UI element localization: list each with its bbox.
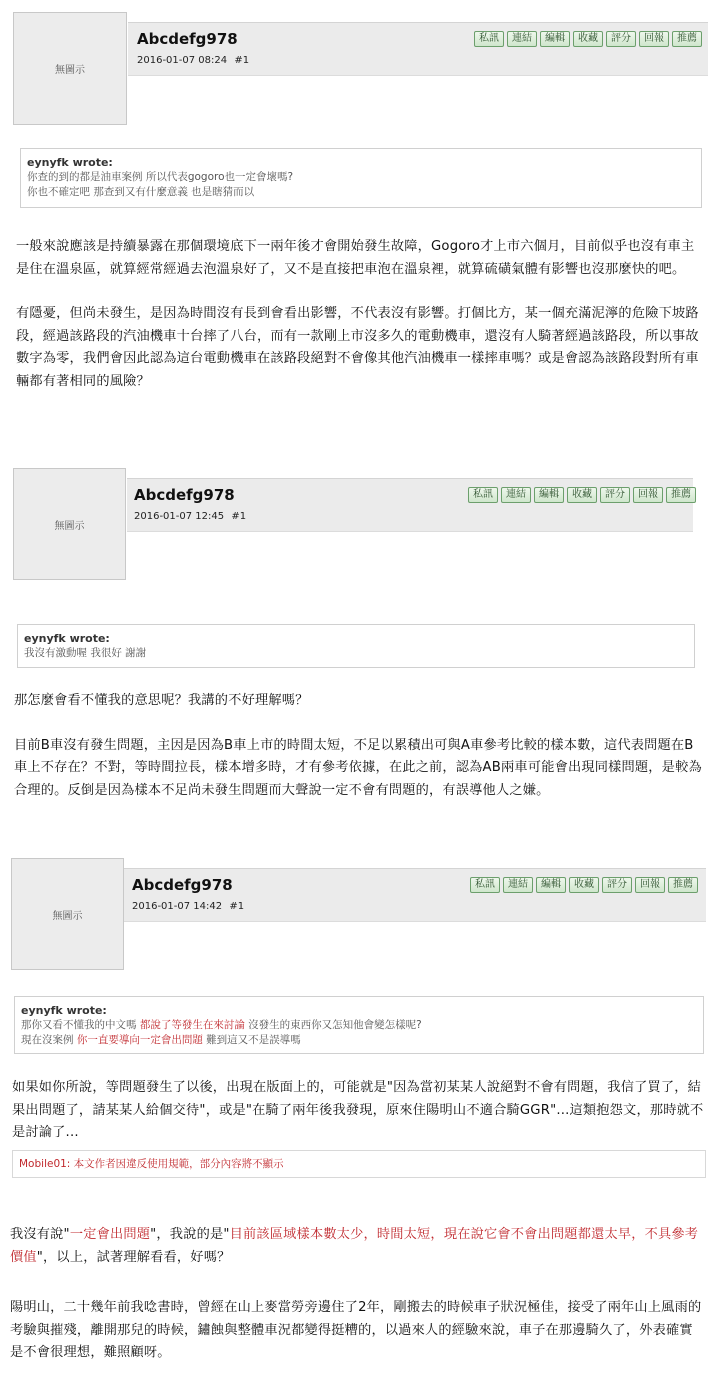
post-body-continued <box>10 1224 706 1365</box>
post-number: #1 <box>234 55 250 66</box>
link-button[interactable]: 連結 <box>501 487 531 503</box>
quote-block <box>17 624 695 668</box>
username[interactable]: Abcdefg978 <box>137 30 238 48</box>
report-button[interactable]: 回報 <box>639 31 669 47</box>
recommend-button[interactable]: 推薦 <box>668 877 698 893</box>
post-body <box>14 690 704 802</box>
rate-button[interactable]: 評分 <box>600 487 630 503</box>
post-actions <box>470 877 698 893</box>
avatar-placeholder-text: 無圖示 <box>52 910 83 922</box>
username[interactable]: Abcdefg978 <box>132 876 233 894</box>
avatar[interactable] <box>13 12 127 125</box>
timestamp: 2016-01-07 08:24 <box>137 55 228 66</box>
rate-button[interactable]: 評分 <box>602 877 632 893</box>
text-run: "，我說的是" <box>150 1227 230 1242</box>
avatar[interactable] <box>11 858 124 970</box>
link-button[interactable]: 連結 <box>507 31 537 47</box>
post-actions <box>468 487 696 503</box>
timestamp: 2016-01-07 12:45 <box>134 511 225 522</box>
recommend-button[interactable]: 推薦 <box>672 31 702 47</box>
post-number: #1 <box>229 901 245 912</box>
post-body <box>16 236 706 393</box>
avatar-placeholder-text: 無圖示 <box>55 65 85 76</box>
quote-text: 現在沒案例 <box>21 1034 77 1046</box>
post-meta <box>132 901 244 912</box>
username[interactable]: Abcdefg978 <box>134 486 235 504</box>
quote-highlight: 你一直要導向一定會出問題 <box>76 1034 203 1046</box>
quote-line: 你也不確定吧 那查到又有什麼意義 也是瞎猜而以 <box>27 186 255 198</box>
post-paragraph <box>10 1224 706 1269</box>
report-button[interactable]: 回報 <box>633 487 663 503</box>
quote-text: 那你又看不懂我的中文嗎 <box>21 1019 140 1031</box>
quote-author: eynyfk wrote: <box>21 1004 107 1017</box>
quote-block <box>20 148 702 208</box>
post-paragraph: 如果如你所說，等問題發生了以後，出現在版面上的，可能就是"因為當初某某人說絕對不會有問題，我信了買了，結果出問題了，請某某人給個交待"，或是"在騎了兩年後我發現，原來住陽明山不適合騎GGR"...這類抱怨文，那時就不是討論了... <box>12 1080 704 1140</box>
quote-highlight: 都說了等發生在來討論 <box>139 1019 245 1031</box>
quote-block <box>14 996 704 1054</box>
avatar[interactable] <box>13 468 126 580</box>
quote-text: 難到這又不是誤導嗎 <box>202 1034 301 1046</box>
post-actions <box>474 31 702 47</box>
rate-button[interactable]: 評分 <box>606 31 636 47</box>
text-run: 我沒有說" <box>10 1227 70 1242</box>
post-paragraph: 那怎麼會看不懂我的意思呢？我講的不好理解嗎？ <box>14 693 309 708</box>
report-button[interactable]: 回報 <box>635 877 665 893</box>
post-body <box>12 1077 706 1145</box>
highlight-run: 目前該區域樣本數太少，時間太短，現在說它會不會出問題都還太早，不具參考價值 <box>10 1227 699 1265</box>
favorite-button[interactable]: 收藏 <box>573 31 603 47</box>
quote-author: eynyfk wrote: <box>24 632 110 645</box>
moderation-notice: Mobile01: 本文作者因違反使用規範，部分內容將不顯示 <box>12 1150 706 1178</box>
text-run: "，以上，試著理解看看，好嗎？ <box>36 1249 231 1265</box>
link-button[interactable]: 連結 <box>503 877 533 893</box>
message-button[interactable]: 私訊 <box>468 487 498 503</box>
quote-line <box>21 1033 697 1048</box>
quote-line: 你查的到的都是油車案例 所以代表gogoro也一定會壞嗎? <box>27 171 294 183</box>
recommend-button[interactable]: 推薦 <box>666 487 696 503</box>
quote-line: 我沒有激動喔 我很好 謝謝 <box>24 647 147 659</box>
edit-button[interactable]: 編輯 <box>536 877 566 893</box>
highlight-run: 一定會出問題 <box>69 1227 151 1242</box>
favorite-button[interactable]: 收藏 <box>569 877 599 893</box>
post-number: #1 <box>231 511 247 522</box>
post-paragraph: 陽明山，二十幾年前我唸書時，曾經在山上麥當勞旁邊住了2年，剛搬去的時候車子狀況極佳，接受了兩年山上風雨的考驗與摧殘，離開那兒的時候，鏽蝕與整體車況都變得挺糟的，以過來人的經驗來說，車子在那邊騎久了，外表確實是不會很理想，難照顧呀。 <box>10 1300 702 1360</box>
post-meta <box>134 511 246 522</box>
post-meta <box>137 55 249 66</box>
message-button[interactable]: 私訊 <box>470 877 500 893</box>
message-button[interactable]: 私訊 <box>474 31 504 47</box>
edit-button[interactable]: 編輯 <box>540 31 570 47</box>
post-paragraph: 目前B車沒有發生問題，主因是因為B車上市的時間太短，不足以累積出可與A車參考比較的樣本數，這代表問題在B車上不存在？不對，等時間拉長，樣本增多時，才有參考依據，在此之前，認為AB兩車可能會出現同樣問題，是較為合理的。反倒是因為樣本不足尚未發生問題而大聲說一定不會有問題的，有誤導他人之嫌。 <box>14 737 702 798</box>
timestamp: 2016-01-07 14:42 <box>132 901 223 912</box>
edit-button[interactable]: 編輯 <box>534 487 564 503</box>
quote-author: eynyfk wrote: <box>27 156 113 169</box>
post-paragraph: 有隱憂，但尚未發生，是因為時間沒有長到會看出影響，不代表沒有影響。打個比方，某一個充滿泥濘的危險下坡路段，經過該路段的汽油機車十台摔了八台，而有一款剛上市沒多久的電動機車，還沒有人騎著經過該路段，所以事故數字為零，我們會因此認為這台電動機車在該路段絕對不會像其他汽油機車一樣摔車嗎？或是會認為該路段對所有車輛都有著相同的風險？ <box>16 306 699 389</box>
quote-line <box>21 1018 697 1033</box>
avatar-placeholder-text: 無圖示 <box>54 520 85 532</box>
favorite-button[interactable]: 收藏 <box>567 487 597 503</box>
post-paragraph: 一般來說應該是持續暴露在那個環境底下一兩年後才會開始發生故障，Gogoro才上市六個月，目前似乎也沒有車主是住在溫泉區，就算經常經過去泡溫泉好了，又不是直接把車泡在溫泉裡，就算硫磺氣體有影響也沒那麼快的吧。 <box>16 239 695 277</box>
quote-text: 沒發生的東西你又怎知他會變怎樣呢? <box>244 1019 422 1031</box>
